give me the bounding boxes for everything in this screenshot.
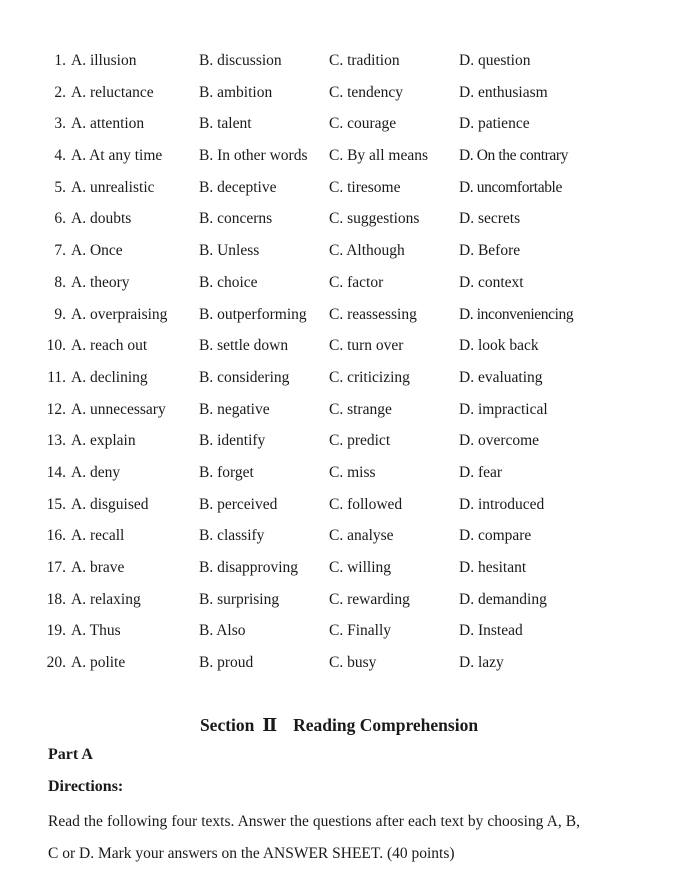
option-a: A. explain [71, 432, 136, 450]
question-row [0, 425, 678, 457]
question-row [0, 45, 678, 77]
question-number: 3. [54, 115, 66, 133]
option-c: C. busy [329, 654, 377, 672]
option-c: C. miss [329, 463, 376, 481]
option-c: C. courage [329, 115, 397, 133]
question-number: 13. [46, 432, 66, 450]
question-number: 7. [54, 242, 66, 260]
option-c: C. tendency [329, 83, 404, 101]
option-d: D. Before [459, 242, 521, 260]
question-number: 19. [46, 622, 66, 640]
option-a: A. reluctance [71, 83, 154, 101]
option-b: B. Also [199, 622, 246, 640]
option-b: B. disapproving [199, 559, 299, 576]
option-b: B. classify [199, 527, 265, 545]
option-d: D. enthusiasm [459, 83, 548, 101]
option-b: B. proud [199, 654, 254, 672]
option-c: C. turn over [329, 337, 404, 355]
question-number: 6. [54, 210, 66, 228]
option-b: B. negative [199, 400, 270, 418]
option-c: C. factor [329, 273, 384, 291]
option-b: B. considering [199, 368, 290, 386]
question-row [0, 615, 678, 647]
section-prefix: Section [199, 715, 255, 735]
option-c: C. tiresome [329, 178, 401, 196]
option-b: B. deceptive [199, 178, 277, 196]
option-c: C. predict [329, 432, 391, 450]
option-b: B. perceived [199, 495, 278, 513]
option-c: C. willing [329, 559, 392, 576]
option-c: C. reassessing [329, 305, 417, 323]
option-d: D. demanding [459, 590, 547, 608]
option-d: D. impractical [459, 400, 548, 418]
option-b: B. ambition [199, 83, 273, 101]
option-a: A. disguised [71, 495, 149, 513]
question-number: 8. [54, 273, 66, 291]
option-d: D. patience [459, 115, 530, 133]
question-number: 10. [46, 337, 66, 355]
question-number: 2. [54, 83, 66, 101]
question-row [0, 77, 678, 109]
part-label: Part A [48, 746, 93, 763]
option-c: C. analyse [329, 527, 394, 545]
option-d: D. On the contrary [459, 147, 569, 165]
question-number: 14. [46, 463, 66, 481]
option-c: C. criticizing [329, 368, 410, 386]
directions-label: Directions: [48, 778, 124, 795]
option-a: A. attention [71, 115, 145, 133]
option-c: C. tradition [329, 52, 400, 69]
option-b: B. forget [199, 463, 254, 481]
question-row [0, 299, 678, 331]
question-number: 16. [46, 527, 66, 545]
option-a: A. doubts [71, 210, 132, 228]
option-c: C. suggestions [329, 210, 420, 228]
question-row [0, 584, 678, 616]
question-list [0, 45, 678, 679]
question-row [0, 647, 678, 679]
question-number: 4. [54, 147, 66, 165]
question-row [0, 362, 678, 394]
question-row [0, 108, 678, 140]
option-b: B. outperforming [199, 305, 307, 323]
option-c: C. Finally [329, 622, 392, 640]
question-row [0, 520, 678, 552]
question-row [0, 457, 678, 489]
question-number: 17. [46, 559, 66, 576]
option-a: A. unrealistic [71, 178, 155, 196]
option-a: A. At any time [71, 147, 163, 165]
option-a: A. Once [71, 242, 123, 260]
option-a: A. theory [71, 273, 130, 291]
option-d: D. uncomfortable [459, 178, 562, 196]
option-b: B. Unless [199, 242, 260, 260]
question-number: 9. [54, 305, 66, 323]
option-b: B. talent [199, 115, 252, 133]
option-c: C. strange [329, 400, 392, 418]
directions-text: Read the following four texts. Answer the questions after each text by choosing A, B, C or D. Mark your answers on the ANSWER SHEET. (40 points) [48, 813, 580, 862]
question-number: 18. [46, 590, 66, 608]
question-number: 5. [54, 178, 66, 196]
section-heading [0, 715, 678, 736]
option-c: C. By all means [329, 147, 429, 165]
question-row [0, 489, 678, 521]
option-d: D. inconveniencing [459, 305, 574, 323]
question-row [0, 235, 678, 267]
question-row [0, 267, 678, 299]
option-b: B. choice [199, 273, 258, 291]
option-a: A. reach out [71, 337, 148, 355]
option-a: A. brave [71, 559, 125, 576]
option-d: D. question [459, 52, 531, 69]
option-d: D. secrets [459, 210, 521, 228]
option-b: B. discussion [199, 52, 282, 69]
option-d: D. lazy [459, 654, 504, 672]
option-a: A. recall [71, 527, 125, 545]
question-row [0, 203, 678, 235]
option-d: D. hesitant [459, 559, 527, 576]
section-title: Reading Comprehension [293, 715, 479, 735]
option-d: D. fear [459, 463, 503, 481]
option-d: D. introduced [459, 495, 545, 513]
question-number: 12. [46, 400, 66, 418]
option-c: C. Although [329, 242, 405, 260]
question-number: 11. [47, 368, 66, 386]
question-number: 1. [54, 52, 66, 69]
option-a: A. unnecessary [71, 400, 166, 418]
option-d: D. Instead [459, 622, 523, 640]
question-number: 15. [46, 495, 66, 513]
option-c: C. rewarding [329, 590, 410, 608]
option-c: C. followed [329, 495, 403, 513]
question-row [0, 330, 678, 362]
option-d: D. context [459, 273, 524, 291]
question-row [0, 394, 678, 426]
option-b: B. In other words [199, 147, 308, 165]
question-row [0, 172, 678, 204]
option-b: B. concerns [199, 210, 273, 228]
option-a: A. Thus [71, 622, 121, 640]
option-a: A. relaxing [71, 590, 141, 608]
option-d: D. look back [459, 337, 539, 355]
question-row [0, 552, 678, 584]
question-row [0, 140, 678, 172]
option-a: A. polite [71, 654, 126, 672]
option-d: D. compare [459, 527, 532, 545]
option-b: B. identify [199, 432, 266, 450]
section-roman-numeral: Ⅱ [262, 715, 278, 735]
option-a: A. declining [71, 368, 148, 386]
option-a: A. illusion [71, 52, 137, 69]
option-d: D. overcome [459, 432, 540, 450]
option-b: B. surprising [199, 590, 280, 608]
option-a: A. overpraising [71, 305, 168, 323]
question-number: 20. [46, 654, 66, 672]
option-d: D. evaluating [459, 368, 543, 386]
option-b: B. settle down [199, 337, 289, 355]
option-a: A. deny [71, 463, 121, 481]
